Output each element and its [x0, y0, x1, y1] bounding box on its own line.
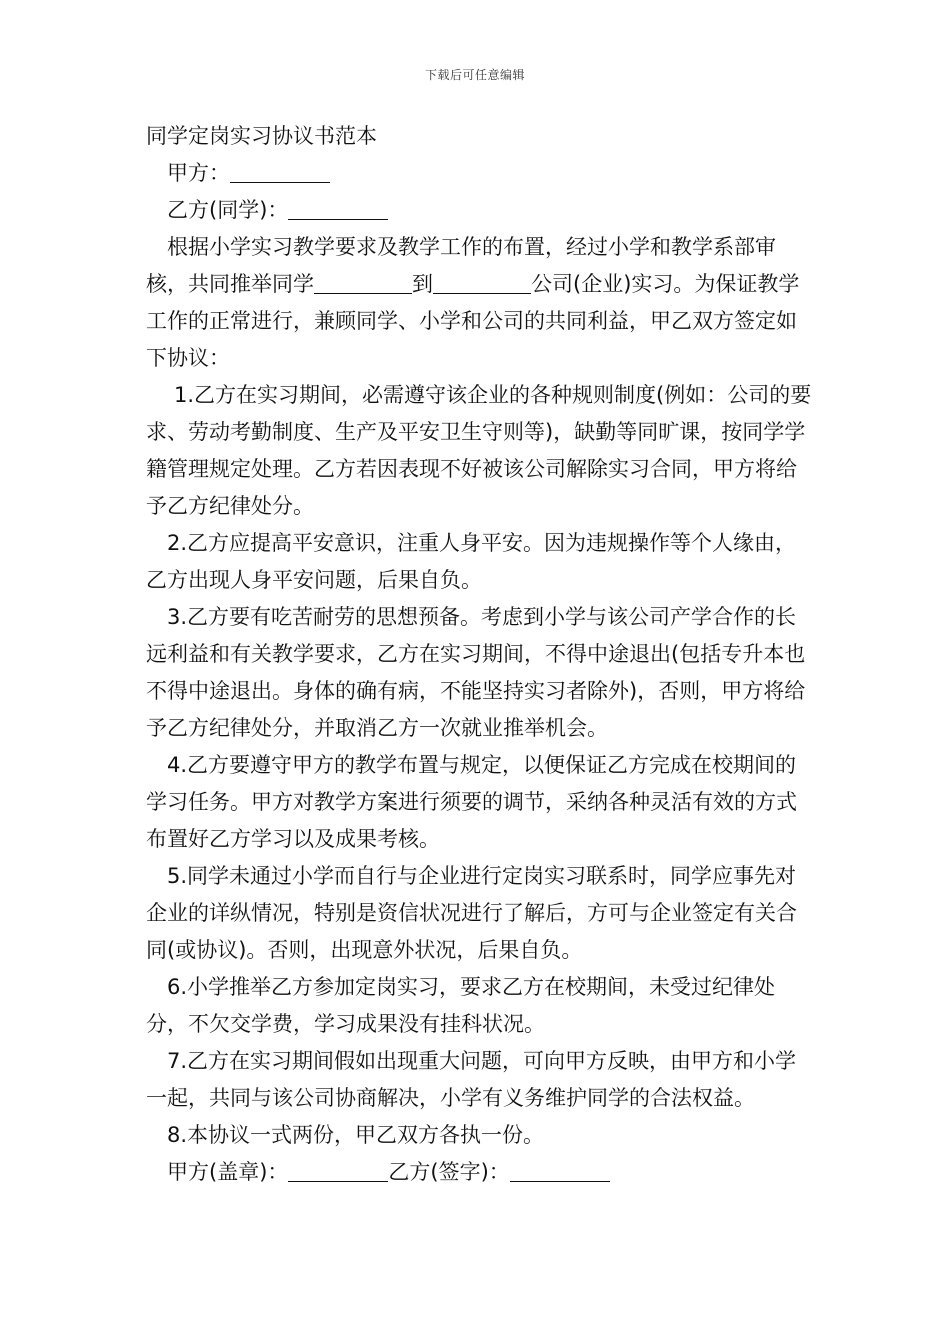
- party-b-sign-label: 乙方(签字)：: [388, 1160, 510, 1184]
- party-b-line: [146, 192, 814, 229]
- party-a-line: [146, 155, 814, 192]
- party-b-blank: [288, 197, 388, 220]
- party-a-label: 甲方：: [167, 161, 230, 185]
- intro-paragraph: [146, 229, 814, 377]
- clause-3: 3.乙方要有吃苦耐劳的思想预备。考虑到小学与该公司产学合作的长远利益和有关教学要求，乙方在实习期间，不得中途退出(包括专升本也不得中途退出。身体的确有病，不能坚持实习者除外)，否则，甲方将给予乙方纪律处分，并取消乙方一次就业推举机会。: [146, 605, 806, 740]
- document-title: 同学定岗实习协议书范本: [146, 124, 377, 148]
- student-name-blank: [314, 271, 412, 294]
- clause-4: 4.乙方要遵守甲方的教学布置与规定，以便保证乙方完成在校期间的学习任务。甲方对教学方案进行须要的调节，采纳各种灵活有效的方式布置好乙方学习以及成果考核。: [146, 753, 797, 851]
- clause-1: 1.乙方在实习期间，必需遵守该企业的各种规则制度(例如：公司的要求、劳动考勤制度、生产及平安卫生守则等)，缺勤等同旷课，按同学学籍管理规定处理。乙方若因表现不好被该公司解除实习合同，甲方将给予乙方纪律处分。: [146, 383, 812, 518]
- party-a-blank: [230, 160, 330, 183]
- clause-8: 8.本协议一式两份，甲乙双方各执一份。: [167, 1123, 545, 1147]
- party-a-seal-blank: [288, 1159, 388, 1182]
- signature-line: [146, 1154, 814, 1191]
- clause-6: 6.小学推举乙方参加定岗实习，要求乙方在校期间，未受过纪律处分，不欠交学费，学习成果没有挂科状况。: [146, 975, 776, 1036]
- header-note: 下载后可任意编辑: [424, 68, 525, 82]
- clause-2: 2.乙方应提高平安意识，注重人身平安。因为违规操作等个人缘由，乙方出现人身平安问题，后果自负。: [146, 531, 797, 592]
- clause-5: 5.同学未通过小学而自行与企业进行定岗实习联系时，同学应事先对企业的详纵情况，特别是资信状况进行了解后，方可与企业签定有关合同(或协议)。否则，出现意外状况，后果自负。: [146, 864, 797, 962]
- intro-text-1: 根据小学实习教学要求及教学工作的布置，经过小学和教学系部审核，共同推举同学: [146, 235, 776, 296]
- intro-text-2: 到: [412, 272, 433, 296]
- party-b-sign-blank: [510, 1159, 610, 1182]
- party-a-seal-label: 甲方(盖章)：: [167, 1160, 289, 1184]
- company-name-blank: [433, 271, 531, 294]
- clause-7: 7.乙方在实习期间假如出现重大问题，可向甲方反映，由甲方和小学一起，共同与该公司协商解决，小学有义务维护同学的合法权益。: [146, 1049, 797, 1110]
- party-b-label: 乙方(同学)：: [167, 198, 289, 222]
- document-body: [146, 118, 814, 1191]
- intro-text-3: 公司(企业)实习。为保证教学工作的正常进行，兼顾同学、小学和公司的共同利益，甲乙双方签定如下协议：: [146, 272, 800, 370]
